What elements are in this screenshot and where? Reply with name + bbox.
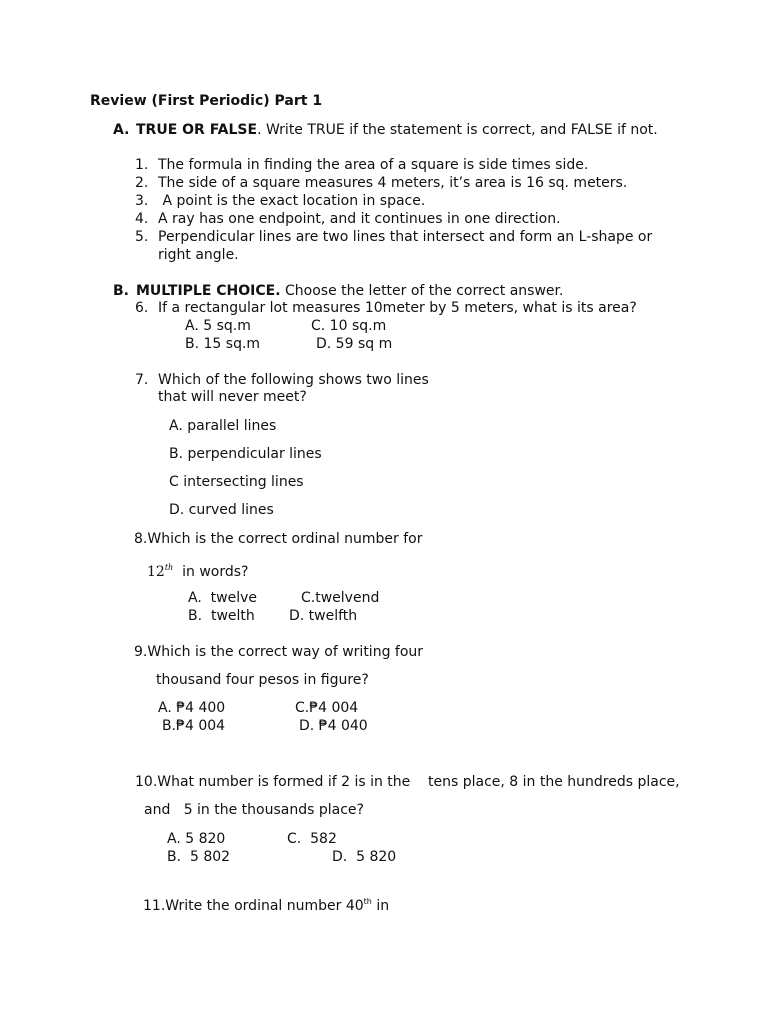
section-b-instruction: Choose the letter of the correct answer. [280, 283, 564, 299]
choice-c: C. 10 sq.m [311, 318, 387, 334]
question-number: 7. [135, 372, 149, 388]
item-text: The side of a square measures 4 meters, it’s area is 16 sq. meters. [158, 175, 628, 191]
choice-d: D. curved lines [169, 502, 274, 518]
choice-a: A. 5 820 [167, 831, 226, 847]
choice-d: D. twelfth [289, 608, 358, 624]
choice-b: B. 5 802 [167, 849, 231, 865]
question-text: 10.What number is formed if 2 is in the [135, 774, 411, 790]
choice-b: B. 15 sq.m [185, 336, 261, 352]
item-text: Perpendicular lines are two lines that intersect and form an L-shape or [158, 229, 653, 245]
ordinal-suffix: th [363, 897, 372, 906]
choice-b: B. perpendicular lines [169, 446, 322, 462]
choice-c: C intersecting lines [169, 474, 304, 490]
item-number: 3. [135, 193, 149, 209]
section-a-heading: TRUE OR FALSE [136, 122, 258, 138]
item-text: The formula in finding the area of a square is side times side. [158, 157, 589, 173]
section-a-header [136, 121, 658, 139]
question-text-end: in [371, 898, 390, 914]
question-text [143, 893, 389, 915]
choice-c: C.twelvend [301, 590, 380, 606]
choice-a: A. ₱4 400 [158, 700, 226, 716]
choice-a: A. 5 sq.m [185, 318, 251, 334]
question-text-continued: thousand four pesos in figure? [156, 672, 369, 688]
question-text: If a rectangular lot measures 10meter by 5 meters, what is its area? [158, 300, 637, 316]
choice-a: A. parallel lines [169, 418, 277, 434]
question-text-continued [147, 559, 248, 581]
ordinal-base: 12 [147, 564, 165, 580]
section-b-header [136, 282, 563, 300]
section-a-letter: A. [113, 122, 130, 138]
item-number: 4. [135, 211, 149, 227]
section-b-heading: MULTIPLE CHOICE. [136, 283, 281, 299]
section-b-letter: B. [113, 283, 129, 299]
choice-d: D. ₱4 040 [299, 718, 368, 734]
item-number: 5. [135, 229, 149, 245]
item-text-continued: right angle. [158, 247, 239, 263]
item-number: 2. [135, 175, 149, 191]
choice-c: C. 582 [287, 831, 337, 847]
item-number: 1. [135, 157, 149, 173]
choice-a: A. twelve [188, 590, 258, 606]
question-text: 8.Which is the correct ordinal number for [134, 531, 423, 547]
item-text: A ray has one endpoint, and it continues in one direction. [158, 211, 561, 227]
choice-c: C.₱4 004 [295, 700, 359, 716]
item-text: A point is the exact location in space. [158, 193, 426, 209]
question-text-continued: that will never meet? [158, 389, 307, 405]
question-text-continued: and 5 in the thousands place? [144, 802, 364, 818]
question-number: 6. [135, 300, 149, 316]
question-text: 9.Which is the correct way of writing four [134, 644, 424, 660]
document-title: Review (First Periodic) Part 1 [90, 93, 323, 109]
choice-b: B.₱4 004 [162, 718, 226, 734]
section-a-instruction: . Write TRUE if the statement is correct, and FALSE if not. [257, 122, 658, 138]
question-text-part2: tens place, 8 in the hundreds place, [428, 774, 680, 790]
question-text-start: 11.Write the ordinal number 40 [143, 898, 364, 914]
question-text-tail: in words? [173, 564, 249, 580]
choice-b: B. twelth [188, 608, 255, 624]
choice-d: D. 59 sq m [316, 336, 393, 352]
question-text: Which of the following shows two lines [158, 372, 429, 388]
choice-d: D. 5 820 [332, 849, 397, 865]
ordinal-suffix: th [164, 563, 174, 572]
